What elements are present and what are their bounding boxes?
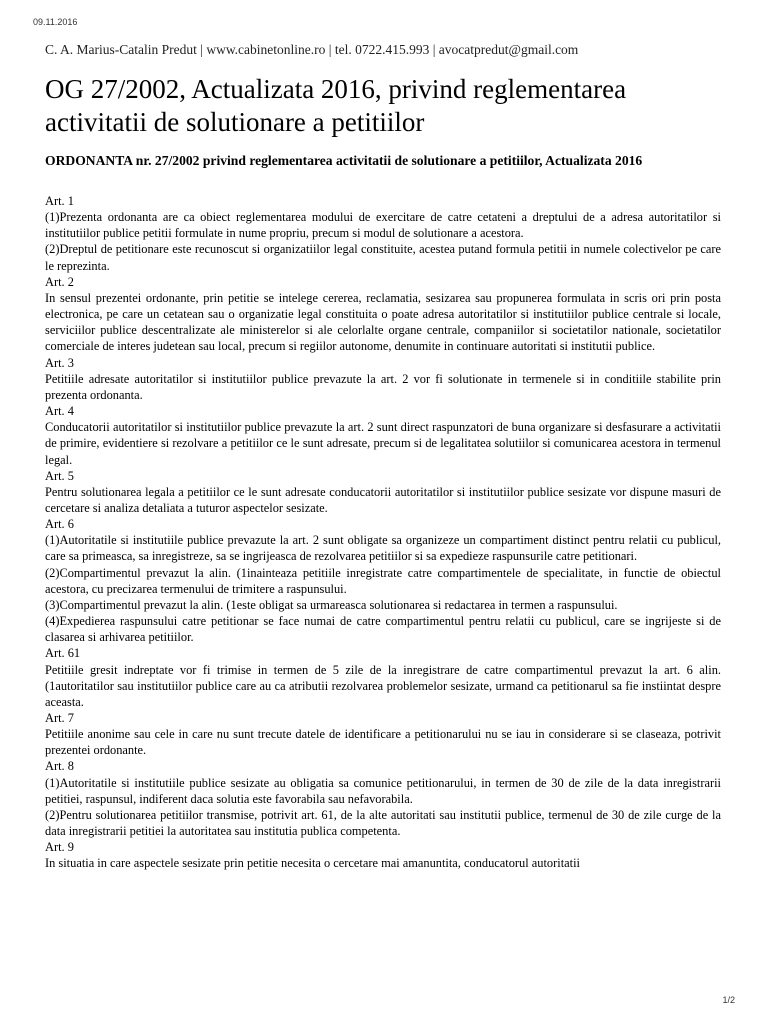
article-heading: Art. 8 [45, 759, 74, 774]
paragraph: (1)Prezenta ordonanta are ca obiect reglementarea modului de exercitare de catre cetateni a dreptului de a adresa autoritatilor si institutiilor publice petitii formulate in nume propriu, precum si modul de solutionare a acestora. [45, 210, 721, 241]
article-heading: Art. 2 [45, 274, 74, 289]
contact-header: C. A. Marius-Catalin Predut | www.cabinetonline.ro | tel. 0722.415.993 | avocatpredut@gmail.com [45, 42, 579, 57]
article-heading: Art. 1 [45, 194, 74, 208]
paragraph: (2)Compartimentul prevazut la alin. (1inainteaza petitiile inregistrate catre compartimentele de specialitate, in functie de obiectul acestora, cu precizarea termenului de trimitere a raspunsului. [45, 565, 721, 596]
paragraph: (2)Pentru solutionarea petitiilor transmise, potrivit art. 61, de la alte autoritati sau institutii publice, termenul de 30 de zile curge de la data inregistrarii petitiei la autoritatea sau institutia publica competenta. [45, 807, 721, 839]
paragraph: (1)Autoritatile si institutiile publice sesizate au obligatia sa comunice petitionarului, in termen de 30 de zile de la data inregistrarii petitiei, raspunsul, indiferent daca solutia este favorabila sau nefavorabila. [45, 775, 721, 806]
article-heading: Art. 5 [45, 468, 74, 483]
article-heading: Art. 6 [45, 517, 74, 532]
paragraph: Pentru solutionarea legala a petitiilor ce le sunt adresate conducatorii autoritatilor si institutiilor publice sesizate vor dispune masuri de cercetare si analiza detaliata a tuturor aspectelor sesizate. [45, 484, 721, 515]
paragraph: In situatia in care aspectele sesizate prin petitie necesita o cercetare mai amanuntita, conducatorul autoritatii [45, 856, 580, 871]
paragraph: Petitiile anonime sau cele in care nu sunt trecute datele de identificare a petitionarului nu se iau in considerare si se claseaza, potrivit prezentei ordonante. [45, 727, 721, 758]
article-heading: Art. 9 [45, 840, 74, 855]
article-heading: Art. 7 [45, 711, 74, 725]
paragraph: (1)Autoritatile si institutiile publice prevazute la art. 2 sunt obligate sa organizeze un compartiment distinct pentru relatii cu publicul, care sa primeasca, sa inregistreze, sa se ingrijeasca de rezolvarea petitiilor si sa expedieze raspunsurile catre petitionari. [45, 533, 721, 564]
page-number: 1/2 [722, 995, 735, 1005]
article-heading: Art. 61 [45, 646, 81, 661]
paragraph: Petitiile adresate autoritatilor si institutiilor publice prevazute la art. 2 vor fi solutionate in termenele si in conditiile stabilite prin prezenta ordonanta. [45, 371, 721, 402]
paragraph: Petitiile gresit indreptate vor fi trimise in termen de 5 zile de la inregistrare de catre compartimentul prevazut la art. 6 alin. (1autoritatilor sau institutiilor publice care au ca atributii rezolvarea problemelor sesizate, urmand ca petitionarul sa fie instiintat despre aceasta. [45, 662, 721, 709]
paragraph: In sensul prezentei ordonante, prin petitie se intelege cererea, reclamatia, sesizarea sau propunerea formulata in scris ori prin posta electronica, pe care un cetatean sau o organizatie legal constituita o poate adresa autoritatilor si institutiilor publice centrale si locale, serviciilor publice descentralizate ale ministerelor si ale celorlalte organe centrale, companiilor si societatilor nationale, societatilor comerciale de interes judetean sau local, precum si regiilor autonome, denumite in continuare autoritati si institutii publice. [45, 290, 721, 354]
document-content [45, 41, 721, 881]
paragraph: (2)Dreptul de petitionare este recunoscut si organizatiilor legal constituite, acestea putand formula petitii in numele colectivelor pe care le reprezinta. [45, 242, 721, 273]
document-title: OG 27/2002, Actualizata 2016, privind reglementarea activitatii de solutionare a petitiilor [45, 74, 627, 137]
article-heading: Art. 3 [45, 355, 74, 370]
print-date: 09.11.2016 [33, 17, 78, 27]
paragraph: (4)Expedierea raspunsului catre petitionar se face numai de catre compartimentul pentru relatii cu publicul, care se ingrijeste si de clasarea si arhivarea petitiilor. [45, 614, 721, 645]
document-subtitle: ORDONANTA nr. 27/2002 privind reglementarea activitatii de solutionare a petitiilor, Actualizata 2016 [45, 153, 643, 168]
document-body [45, 193, 721, 881]
paragraph: Conducatorii autoritatilor si institutiilor publice prevazute la art. 2 sunt direct raspunzatori de buna organizare si desfasurare a activitatii de primire, evidentiere si rezolvare a petitiilor ce le sunt adresate, precum si de legalitatea solutiilor si comunicarea acestora in termenul legal. [45, 420, 721, 467]
article-heading: Art. 4 [45, 404, 74, 419]
paragraph: (3)Compartimentul prevazut la alin. (1este obligat sa urmareasca solutionarea si redactarea in termen a raspunsului. [45, 597, 618, 612]
